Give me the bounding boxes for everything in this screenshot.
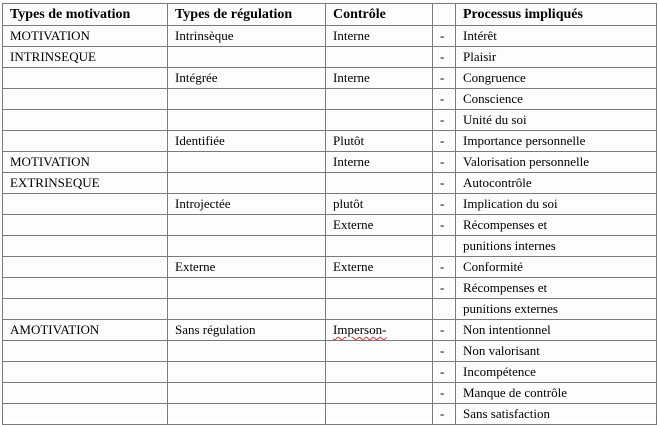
cell-motivation (3, 68, 168, 89)
cell-controle: Interne (326, 68, 433, 89)
cell-controle (326, 47, 433, 68)
cell-motivation: MOTIVATION (3, 152, 168, 173)
cell-regulation (168, 173, 326, 194)
cell-processus: Manque de contrôle (456, 383, 657, 404)
cell-motivation: INTRINSEQUE (3, 47, 168, 68)
table-row (3, 26, 657, 47)
cell-motivation (3, 215, 168, 236)
imperson-text: Imperson- (333, 322, 387, 337)
cell-regulation: Introjectée (168, 194, 326, 215)
cell-motivation (3, 131, 168, 152)
cell-controle (326, 341, 433, 362)
cell-motivation (3, 110, 168, 131)
header-dash (433, 4, 456, 26)
table-row (3, 320, 657, 341)
table-row (3, 404, 657, 425)
cell-regulation (168, 215, 326, 236)
cell-regulation: Sans régulation (168, 320, 326, 341)
table-row (3, 278, 657, 299)
header-controle: Contrôle (326, 4, 433, 26)
cell-regulation (168, 110, 326, 131)
cell-processus: Conscience (456, 89, 657, 110)
cell-controle (326, 383, 433, 404)
cell-motivation (3, 404, 168, 425)
cell-controle: plutôt (326, 194, 433, 215)
cell-processus: punitions internes (456, 236, 657, 257)
table-row (3, 383, 657, 404)
cell-dash: - (433, 320, 456, 341)
cell-regulation (168, 362, 326, 383)
cell-dash: - (433, 26, 456, 47)
cell-controle: Externe (326, 215, 433, 236)
cell-controle: Externe (326, 257, 433, 278)
cell-processus: Autocontrôle (456, 173, 657, 194)
cell-processus: Valorisation personnelle (456, 152, 657, 173)
cell-regulation (168, 299, 326, 320)
cell-processus: Implication du soi (456, 194, 657, 215)
cell-controle (326, 89, 433, 110)
cell-dash: - (433, 173, 456, 194)
cell-dash (433, 236, 456, 257)
cell-regulation (168, 404, 326, 425)
cell-regulation (168, 383, 326, 404)
cell-processus: Non intentionnel (456, 320, 657, 341)
cell-controle: Plutôt (326, 131, 433, 152)
table-row (3, 47, 657, 68)
table-row (3, 110, 657, 131)
cell-controle: Interne (326, 26, 433, 47)
cell-regulation: Identifiée (168, 131, 326, 152)
cell-processus: Sans satisfaction (456, 404, 657, 425)
table-row (3, 173, 657, 194)
cell-processus: Intérêt (456, 26, 657, 47)
cell-dash: - (433, 278, 456, 299)
cell-controle (326, 110, 433, 131)
cell-controle (326, 404, 433, 425)
cell-processus: Unité du soi (456, 110, 657, 131)
cell-processus: punitions externes (456, 299, 657, 320)
table-header-row (3, 4, 657, 26)
cell-controle (326, 236, 433, 257)
table-row (3, 215, 657, 236)
table-row (3, 68, 657, 89)
table-row (3, 236, 657, 257)
cell-regulation (168, 236, 326, 257)
cell-dash (433, 299, 456, 320)
cell-motivation (3, 362, 168, 383)
cell-controle (326, 173, 433, 194)
cell-regulation: Intrinsèque (168, 26, 326, 47)
cell-dash: - (433, 47, 456, 68)
cell-motivation (3, 278, 168, 299)
table-row (3, 257, 657, 278)
table-row (3, 131, 657, 152)
cell-dash: - (433, 110, 456, 131)
cell-motivation (3, 257, 168, 278)
cell-regulation (168, 89, 326, 110)
header-motivation: Types de motivation (3, 4, 168, 26)
cell-processus: Plaisir (456, 47, 657, 68)
cell-dash: - (433, 152, 456, 173)
cell-processus: Conformité (456, 257, 657, 278)
cell-processus: Récompenses et (456, 215, 657, 236)
table-row (3, 362, 657, 383)
cell-dash: - (433, 89, 456, 110)
table-row (3, 299, 657, 320)
cell-controle: Interne (326, 152, 433, 173)
cell-processus: Congruence (456, 68, 657, 89)
table-row (3, 152, 657, 173)
cell-controle (326, 320, 433, 341)
cell-dash: - (433, 383, 456, 404)
cell-motivation (3, 383, 168, 404)
cell-motivation: EXTRINSEQUE (3, 173, 168, 194)
cell-motivation (3, 299, 168, 320)
cell-regulation: Externe (168, 257, 326, 278)
cell-motivation (3, 194, 168, 215)
table-row (3, 89, 657, 110)
cell-controle (326, 278, 433, 299)
cell-regulation: Intégrée (168, 68, 326, 89)
motivation-table (2, 3, 657, 425)
cell-dash: - (433, 257, 456, 278)
cell-dash: - (433, 194, 456, 215)
table-row (3, 341, 657, 362)
cell-dash: - (433, 362, 456, 383)
cell-regulation (168, 341, 326, 362)
cell-regulation (168, 47, 326, 68)
cell-regulation (168, 152, 326, 173)
header-regulation: Types de régulation (168, 4, 326, 26)
cell-processus: Importance personnelle (456, 131, 657, 152)
table-row (3, 194, 657, 215)
cell-motivation (3, 236, 168, 257)
cell-processus: Non valorisant (456, 341, 657, 362)
cell-motivation: MOTIVATION (3, 26, 168, 47)
cell-motivation (3, 89, 168, 110)
cell-processus: Incompétence (456, 362, 657, 383)
cell-processus: Récompenses et (456, 278, 657, 299)
cell-motivation: AMOTIVATION (3, 320, 168, 341)
header-processus: Processus impliqués (456, 4, 657, 26)
cell-dash: - (433, 215, 456, 236)
cell-controle (326, 299, 433, 320)
cell-motivation (3, 341, 168, 362)
cell-dash: - (433, 341, 456, 362)
cell-dash: - (433, 131, 456, 152)
cell-controle (326, 362, 433, 383)
cell-regulation (168, 278, 326, 299)
cell-dash: - (433, 404, 456, 425)
cell-dash: - (433, 68, 456, 89)
